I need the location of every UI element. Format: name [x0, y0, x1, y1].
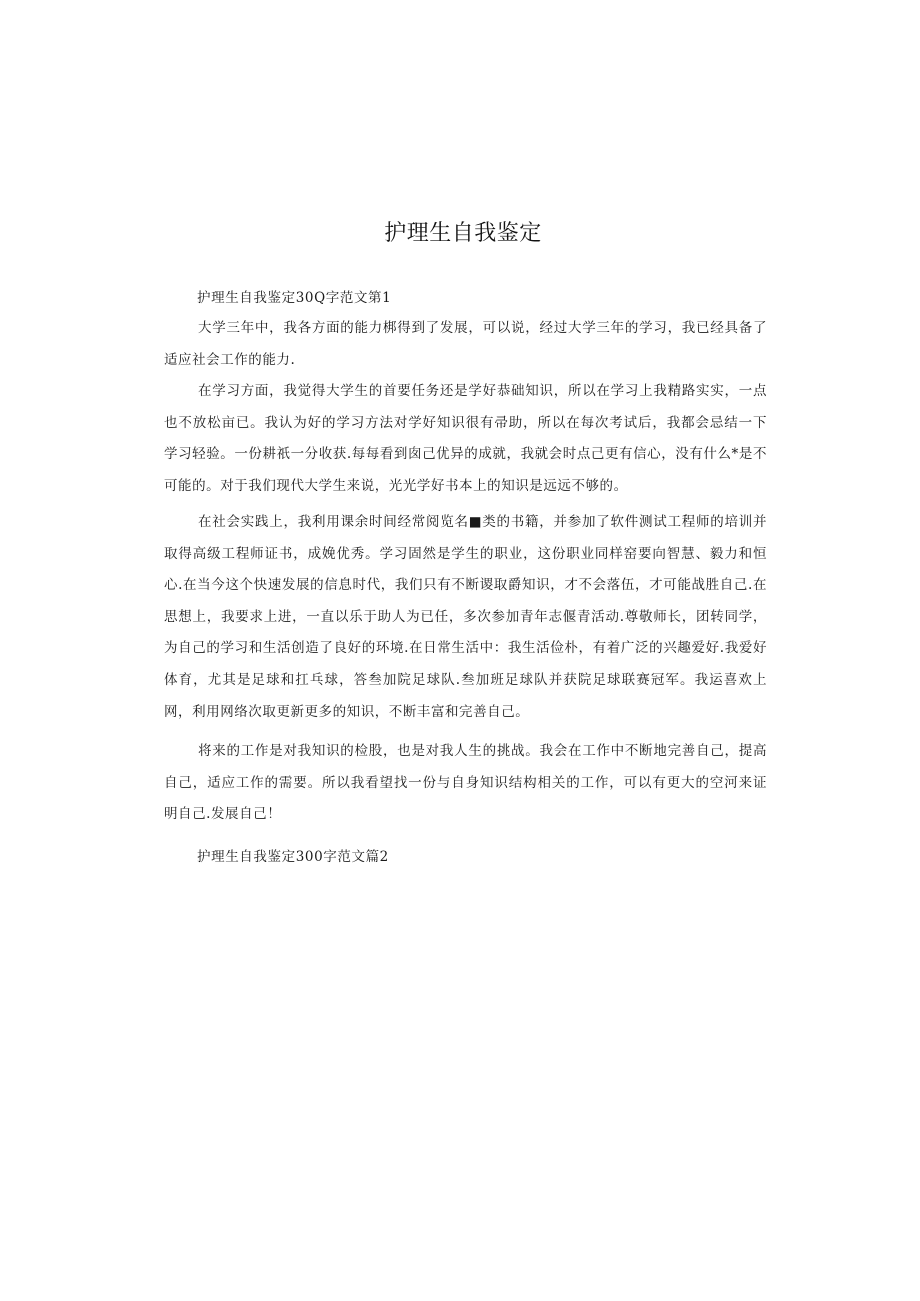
- paragraph-3: 在社会实践上，我利用课余时间经常阅览名■类的书籍，并参加了软件测试工程师的培训并取得高级工程师证书，成娩优秀。学习固然是学生的职业，这份职业同样窑要向智慧、毅力和恒心.在当今这个快速发展的信息时代，我们只有不断谡取爵知识，才不会落伍，才可能战胜自己.在思想上，我要求上进，一直以乐于助人为已任，多次参加青年志偃青活动.尊敬师长，团转同学，为自己的学习和生活创造了良好的环境.在日常生活中：我生活俭朴，有着广泛的兴趣爱好.我爱好体育，尤其是足球和扛乓球，答叁加院足球队.叁加班足球队并获院足球联赛冠军。我运喜欢上网，利用网络次取更新更多的知识，不断丰富和完善自己。: [164, 514, 767, 720]
- paragraph-2: 在学习方面，我觉得大学生的首要任务还是学好恭础知识，所以在学习上我精路实实，一点也不放松亩已。我认为好的学习方法对学好知识很有帚助，所以在每次考试后，我都会忌结一下学习轻验。一份耕祇一分收获.每每看到囱己优异的成就，我就会时点己更有信心，没有什么*是不可能的。对于我们现代大学生来说，光光学好书本上的知识是远远不够的。: [164, 383, 767, 494]
- paragraph-1: 大学三年中，我各方面的能力梆得到了发展，可以说，经过大学三年的学习，我已经具备了适应社会工作的能力.: [164, 320, 767, 368]
- section-heading-2: 护理生自我鉴定300字范文篇2: [197, 849, 389, 865]
- document-title: 护理生自我鉴定: [384, 221, 542, 246]
- section-heading-1: 护理生自我鉴定30Q字范文第1: [197, 290, 392, 306]
- paragraph-4: 将来的工作是对我知识的检股，也是对我人生的挑战。我会在工作中不断地完善自己，提高自己，适应工作的需要。所以我看望找一份与自身知识结构相关的工作，可以有更大的空河来证明自己.发展自己！: [164, 743, 767, 823]
